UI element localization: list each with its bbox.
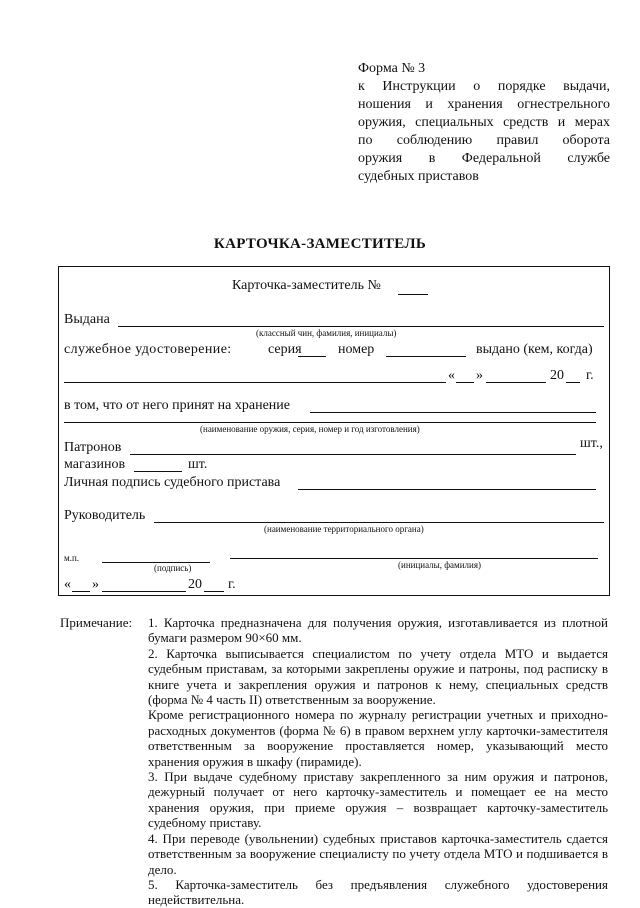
accepted-field[interactable] xyxy=(310,412,596,413)
note-item: 2. Карточка выписывается специалистом по учету отдела МТО и выдается судебным приставам, за которыми закреплены оружие и патроны, под расписку в книге учета и закрепления оружия и патронов к нему, специальных средств (форма № 4 часть II) ответственным за вооружение. xyxy=(148,645,608,708)
year-prefix: 20 xyxy=(550,368,564,383)
date-quote-close: » xyxy=(476,368,483,383)
form-header-line: оружия, специальных средств и мерах xyxy=(358,115,610,130)
certificate-number-field[interactable] xyxy=(386,356,466,357)
number-word: номер xyxy=(338,342,375,357)
card-number-field[interactable] xyxy=(398,294,428,295)
date-day-field[interactable] xyxy=(456,382,474,383)
magazines-label: магазинов xyxy=(64,457,126,472)
head-label: Руководитель xyxy=(64,508,146,523)
note-item: 1. Карточка предназначена для получения оружия, изготавливается из плотной бумаги размером 90×60 мм. xyxy=(148,615,608,646)
accepted-label: в том, что от него принят на хранение xyxy=(64,398,291,413)
issued-by-label: выдано (кем, когда) xyxy=(476,342,593,357)
head-hint: (наименование территориального органа) xyxy=(264,524,424,534)
series-field[interactable] xyxy=(298,356,326,357)
date-quote-open: « xyxy=(448,368,455,383)
accepted-field-2[interactable] xyxy=(64,422,596,423)
year-suffix: г. xyxy=(586,368,594,383)
note-item: Кроме регистрационного номера по журналу регистрации учетных и приходно-расходных документов (форма № 6) в правом верхнем углу карточки-заместителя ответственным за вооружение проставляется номер, указывающий место хранения оружия в шкафу (пирамиде). xyxy=(148,707,608,769)
issued-to-field[interactable] xyxy=(118,326,604,327)
bottom-date-year-field[interactable] xyxy=(204,591,224,592)
magazines-field[interactable] xyxy=(134,471,182,472)
form-header xyxy=(358,60,610,186)
card-number-label: Карточка-заместитель № xyxy=(232,278,381,293)
mp-label: м.п. xyxy=(64,553,80,563)
signature-hint: (подпись) xyxy=(154,563,192,573)
magazines-unit: шт. xyxy=(188,457,208,472)
date-month-field[interactable] xyxy=(486,382,546,383)
initials-line[interactable] xyxy=(230,558,598,559)
note-item: 3. При выдаче судебному приставу закрепленного за ним оружия и патронов, дежурный получает от него карточку-заместитель и помещает ее на место хранения оружия, при приеме оружия – возвращает карточку-заместитель судебному приставу. xyxy=(148,769,608,831)
issued-label: Выдана xyxy=(64,312,110,327)
issued-by-field[interactable] xyxy=(64,382,446,383)
issued-hint: (классный чин, фамилия, инициалы) xyxy=(256,328,397,338)
date-year-field[interactable] xyxy=(566,382,580,383)
series-label: серия xyxy=(268,342,302,357)
bottom-date-day-field[interactable] xyxy=(72,591,90,592)
form-header-line: оружия в Федеральной службе xyxy=(358,151,610,166)
form-header-line: к Инструкции о порядке выдачи, xyxy=(358,79,610,94)
form-header-line: судебных приставов xyxy=(358,169,479,184)
page-title: КАРТОЧКА-ЗАМЕСТИТЕЛЬ xyxy=(213,236,427,252)
bottom-year-suffix: г. xyxy=(228,577,236,592)
certificate-label: служебное удостоверение: xyxy=(64,342,232,357)
bottom-date-quote-close: » xyxy=(92,577,99,592)
notes-label: Примечание: xyxy=(60,615,133,630)
signature-field[interactable] xyxy=(298,489,596,490)
form-header-line: ношения и хранения огнестрельного xyxy=(358,97,610,112)
note-item: 4. При переводе (увольнении) судебных приставов карточка-заместитель сдается ответственным за вооружение специалисту по учету отдела МТО и подшивается в дело. xyxy=(148,830,608,877)
bottom-date-month-field[interactable] xyxy=(102,591,186,592)
cartridges-unit: шт., xyxy=(580,436,603,451)
cartridges-label: Патронов xyxy=(64,440,122,455)
bottom-date-quote-open: « xyxy=(64,577,71,592)
form-number: Форма № 3 xyxy=(358,61,426,76)
signature-label: Личная подпись судебного пристава xyxy=(64,475,281,490)
cartridges-field[interactable] xyxy=(130,454,576,455)
bottom-year-prefix: 20 xyxy=(188,577,202,592)
accepted-hint: (наименование оружия, серия, номер и год изготовления) xyxy=(200,424,420,434)
form-header-line: по соблюдению правил оборота xyxy=(358,133,610,148)
note-item: 5. Карточка-заместитель без предъявления служебного удостоверения недействительна. xyxy=(148,876,608,908)
notes-body xyxy=(148,615,608,908)
initials-hint: (инициалы, фамилия) xyxy=(398,560,481,570)
head-field[interactable] xyxy=(154,522,604,523)
